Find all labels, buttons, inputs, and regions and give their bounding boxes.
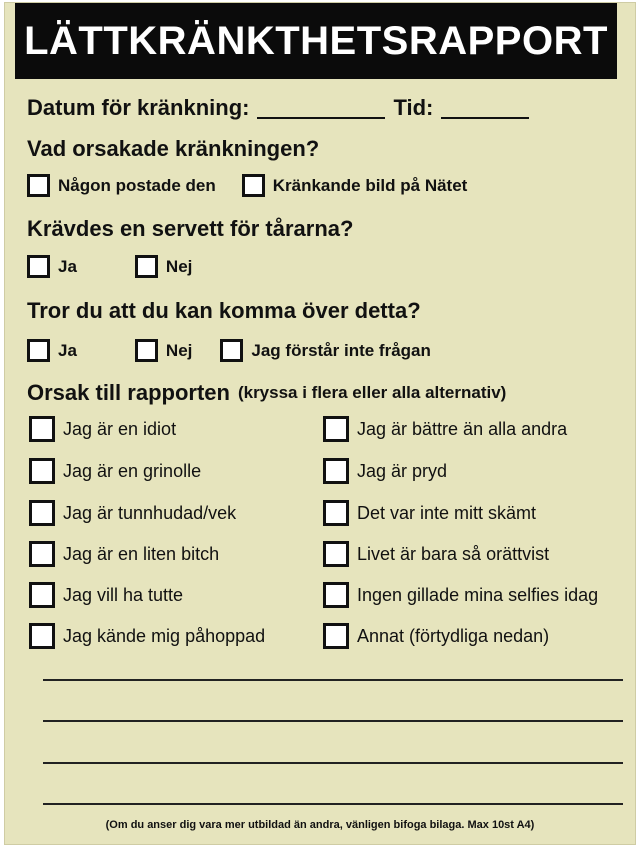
footer-note: (Om du anser dig vara mer utbildad än andra, vänligen bifoga bilaga. Max 10st A4) [105, 819, 535, 831]
checkbox[interactable] [29, 500, 55, 526]
reason-item[interactable] [323, 541, 549, 567]
reason-label: Jag vill ha tutte [63, 584, 184, 605]
write-in-line[interactable] [43, 762, 623, 764]
checkbox[interactable] [242, 174, 265, 197]
date-time-row [27, 95, 529, 121]
reason-item[interactable] [323, 623, 549, 649]
reason-label: Jag kände mig påhoppad [63, 625, 266, 646]
reason-label: Jag är pryd [357, 460, 448, 481]
question-reason-note: (kryssa i flera eller alla alternativ) [237, 383, 507, 402]
reason-item[interactable] [29, 541, 219, 567]
recover-options [27, 339, 431, 362]
option-yes[interactable] [27, 339, 77, 362]
reason-label: Det var inte mitt skämt [357, 502, 537, 523]
checkbox[interactable] [27, 339, 50, 362]
reason-label: Jag är en idiot [63, 418, 177, 439]
question-reason [27, 380, 506, 406]
reason-label: Ingen gillade mina selfies idag [357, 584, 599, 605]
checkbox[interactable] [323, 458, 349, 484]
reason-item[interactable] [323, 458, 447, 484]
question-recover-label: Tror du att du kan komma över detta? [27, 298, 421, 323]
reason-label: Jag är bättre än alla andra [357, 418, 568, 439]
form-header [15, 3, 617, 79]
checkbox[interactable] [323, 500, 349, 526]
date-field[interactable] [257, 97, 385, 119]
date-label: Datum för kränkning: [27, 95, 250, 120]
time-field[interactable] [441, 97, 529, 119]
checkbox[interactable] [323, 416, 349, 442]
write-in-line[interactable] [43, 720, 623, 722]
checkbox[interactable] [323, 582, 349, 608]
option-label: Jag förstår inte frågan [251, 340, 431, 360]
checkbox[interactable] [220, 339, 243, 362]
option-someone-posted[interactable] [27, 174, 216, 197]
reason-label: Jag är en liten bitch [63, 543, 220, 564]
reason-item[interactable] [323, 416, 567, 442]
cause-options [27, 174, 467, 197]
checkbox[interactable] [135, 339, 158, 362]
reason-item[interactable] [323, 500, 536, 526]
option-label: Kränkande bild på Nätet [272, 175, 468, 195]
checkbox[interactable] [29, 458, 55, 484]
write-in-line[interactable] [43, 803, 623, 805]
checkbox[interactable] [323, 541, 349, 567]
checkbox[interactable] [29, 416, 55, 442]
checkbox[interactable] [29, 541, 55, 567]
reason-label: Jag är tunnhudad/vek [63, 502, 237, 523]
reason-label: Jag är en grinolle [63, 460, 202, 481]
reason-item[interactable] [29, 500, 236, 526]
time-label: Tid: [393, 95, 434, 120]
option-dont-understand[interactable] [220, 339, 431, 362]
report-form [4, 2, 636, 845]
option-label: Nej [165, 340, 193, 360]
form-title: LÄTTKRÄNKTHETSRAPPORT [24, 18, 608, 63]
napkin-options [27, 255, 192, 278]
reason-label: Livet är bara så orättvist [357, 543, 550, 564]
write-in-line[interactable] [43, 679, 623, 681]
reason-item[interactable] [29, 458, 201, 484]
reason-item[interactable] [29, 416, 176, 442]
question-reason-label: Orsak till rapporten [27, 380, 230, 405]
checkbox[interactable] [29, 582, 55, 608]
checkbox[interactable] [27, 255, 50, 278]
option-no[interactable] [135, 255, 192, 278]
option-label: Någon postade den [58, 175, 216, 195]
option-yes[interactable] [27, 255, 77, 278]
question-cause [27, 136, 319, 162]
reason-label: Annat (förtydliga nedan) [357, 625, 550, 646]
reason-item[interactable] [29, 582, 183, 608]
option-no[interactable] [135, 339, 192, 362]
reason-item[interactable] [323, 582, 598, 608]
question-napkin-label: Krävdes en servett för tårarna? [27, 216, 354, 241]
option-label: Nej [165, 256, 193, 276]
checkbox[interactable] [29, 623, 55, 649]
question-cause-label: Vad orsakade kränkningen? [27, 136, 320, 161]
option-label: Ja [58, 340, 77, 360]
question-napkin [27, 216, 353, 242]
option-label: Ja [58, 256, 77, 276]
option-offensive-image[interactable] [242, 174, 468, 197]
checkbox[interactable] [27, 174, 50, 197]
question-recover [27, 298, 421, 324]
checkbox[interactable] [323, 623, 349, 649]
checkbox[interactable] [135, 255, 158, 278]
reason-item[interactable] [29, 623, 265, 649]
